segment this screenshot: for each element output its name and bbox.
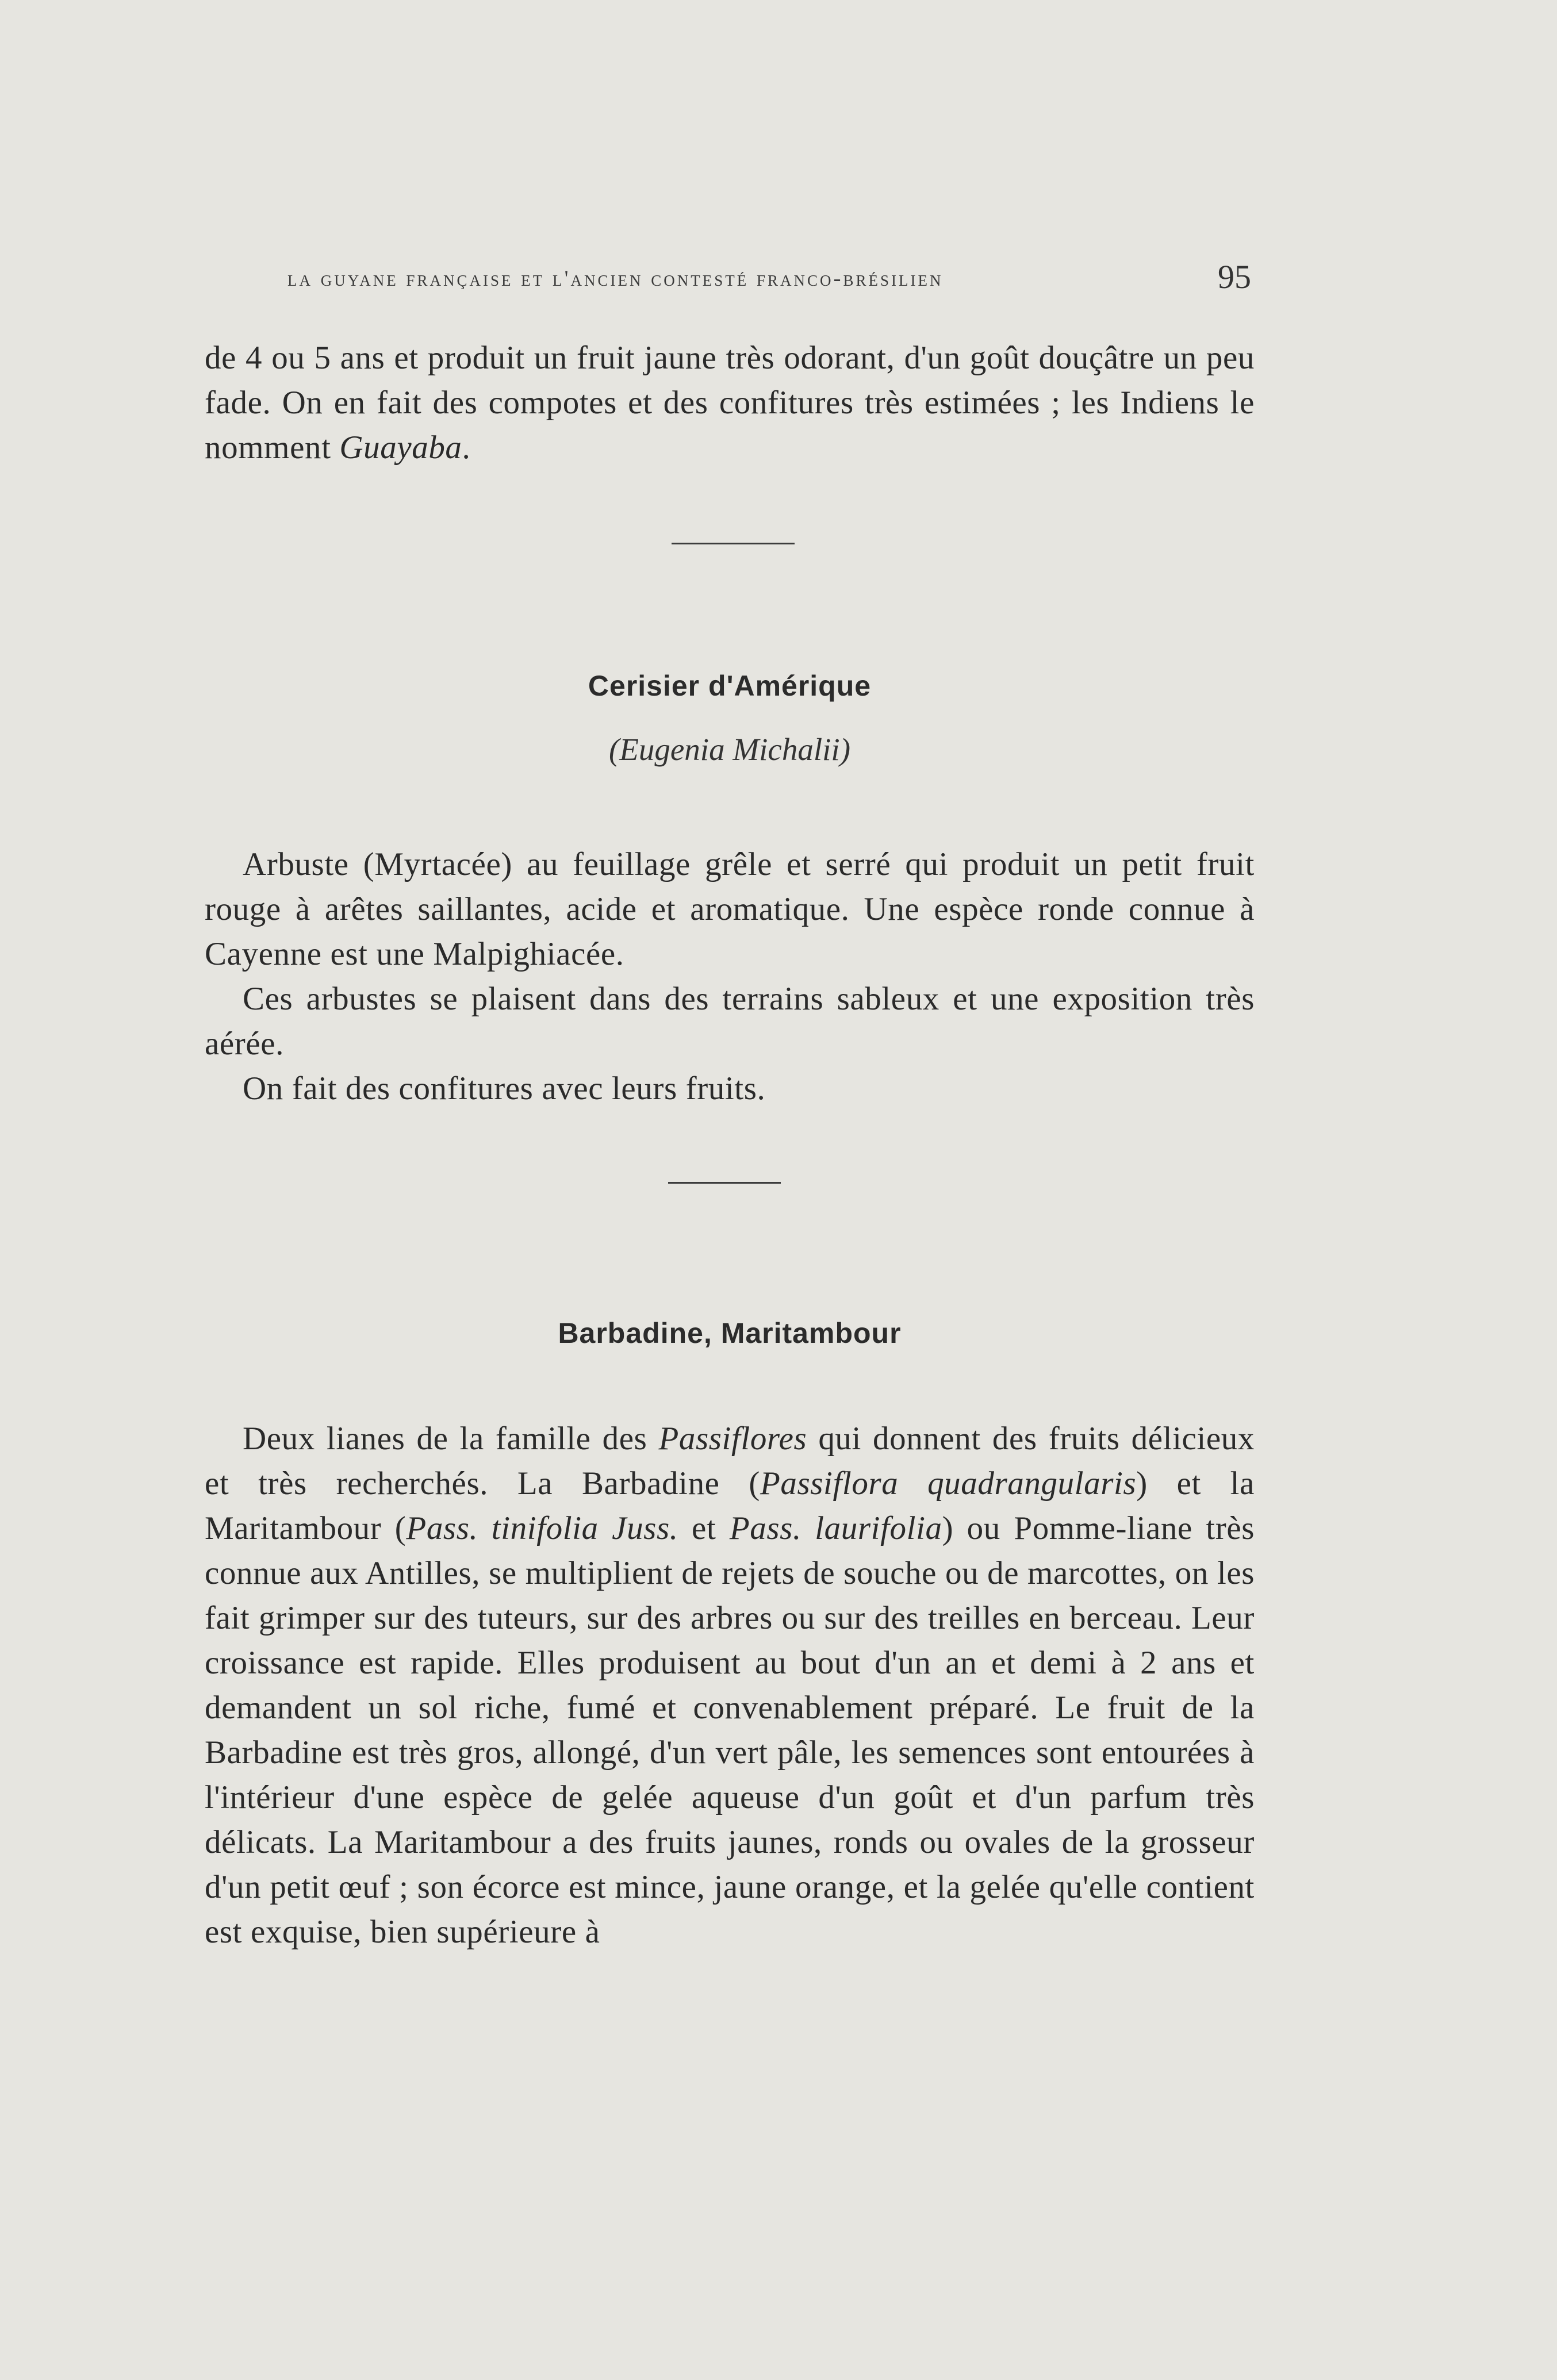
cerisier-heading: Cerisier d'Amérique: [588, 670, 872, 702]
barbadine-italic-2: Passiflora quadrangularis: [760, 1465, 1137, 1502]
barbadine-heading: Barbadine, Maritambour: [558, 1317, 902, 1349]
barbadine-text-2: qui donnent des fruits délicieux et très recherchés. La Barbadine (: [205, 1421, 1255, 1502]
barbadine-text-1: Deux lianes de la famille des: [243, 1421, 659, 1457]
barbadine-italic-4: Pass. laurifolia: [729, 1510, 942, 1546]
section-divider-1: [672, 543, 795, 544]
barbadine-text-5: ) ou Pomme-liane très connue aux Antilles, se multiplient de rejets de souche ou de marcottes, on les fait grimper sur des tuteurs, sur des arbres ou sur des treilles en berceau. Leur croissance est rapide. Elles produisent au bout d'un an et demi à 2 ans et demandent un sol riche, fumé et convenablement préparé. Le fruit de la Barbadine est très gros, allongé, d'un vert pâle, les semences sont entourées à l'intérieur d'une espèce de gelée aqueuse d'un goût et d'un parfum très délicats. La Maritambour a des fruits jaunes, ronds ou ovales de la grosseur d'un petit œuf ; son écorce est mince, jaune orange, et la gelée qu'elle contient est exquise, bien supérieure à: [205, 1510, 1255, 1950]
barbadine-italic-1: Passiflores: [658, 1421, 807, 1457]
barbadine-paragraph: [205, 1417, 1255, 1955]
cerisier-paragraph-1: Arbuste (Myrtacée) au feuillage grêle et serré qui produit un petit fruit rouge à arêtes saillantes, acide et aromatique. Une espèce ronde connue à Cayenne est une Malpighiacée.: [205, 846, 1255, 972]
cerisier-paragraph-3: On fait des confitures avec leurs fruits.: [243, 1070, 766, 1107]
section-divider-2: [668, 1182, 781, 1184]
guava-text-2: .: [462, 429, 471, 466]
barbadine-italic-3: Pass. tinifolia Juss.: [406, 1510, 678, 1546]
cerisier-latin-name: (Eugenia Michalii): [608, 732, 851, 767]
guava-continuation: [205, 336, 1255, 470]
guava-native-name: Guayaba: [339, 429, 462, 466]
page-number: 95: [1218, 258, 1251, 295]
barbadine-body: [205, 1417, 1255, 1955]
cerisier-paragraph-2: Ces arbustes se plaisent dans des terrains sableux et une exposition très aérée.: [205, 981, 1255, 1062]
cerisier-body: [205, 842, 1255, 1111]
barbadine-text-3: ) et la Maritambour (: [205, 1465, 1255, 1546]
guava-text-1: de 4 ou 5 ans et produit un fruit jaune très odorant, d'un goût douçâtre un peu fade. On en fait des compotes et des confitures très estimées ; les Indiens le nomment: [205, 340, 1255, 466]
barbadine-text-4: et: [678, 1510, 730, 1546]
running-header: la guyane française et l'ancien contesté franco-brésilien: [287, 266, 944, 291]
guava-paragraph: [205, 336, 1255, 470]
